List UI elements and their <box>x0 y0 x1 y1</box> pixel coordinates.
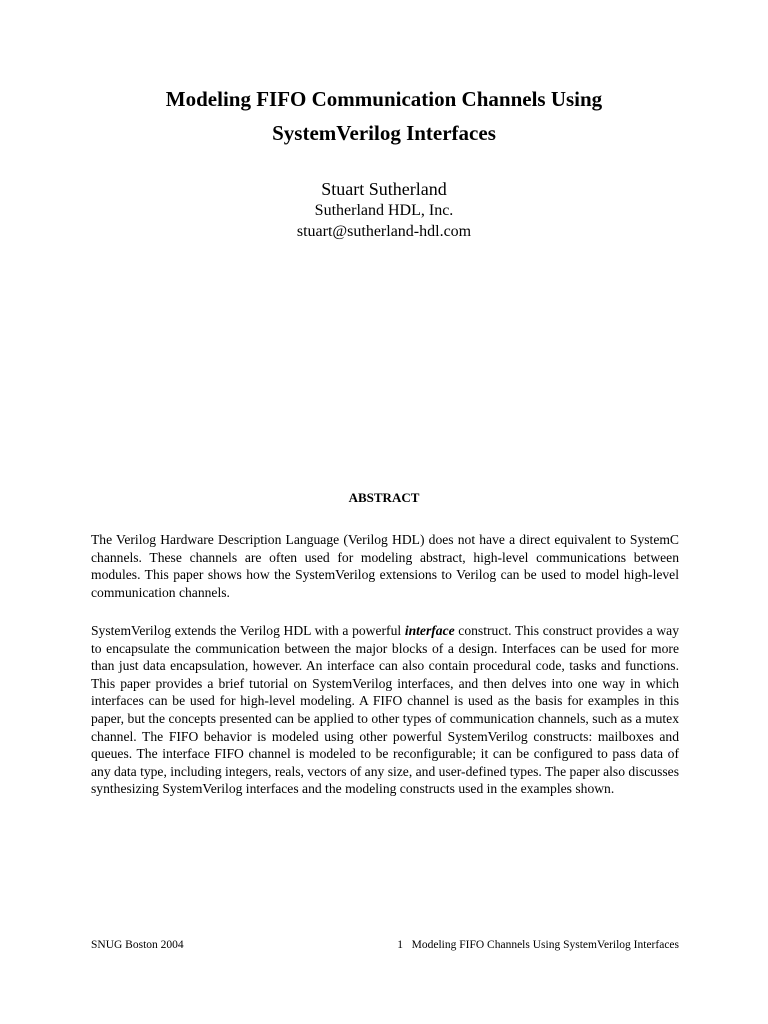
footer-running-title: Modeling FIFO Channels Using SystemVerilog Interfaces <box>411 939 679 951</box>
paragraph-2-text-end: construct. This construct provides a way to encapsulate the communication between the major blocks of a design. Interfaces can be used for more than just data encapsulation, however. An interface can also contain procedural code, tasks and functions. This paper provides a brief tutorial on SystemVerilog interfaces, and then delves into one way in which interfaces can be used for high-level modeling. A FIFO channel is used as the basis for examples in this paper, but the concepts presented can be applied to other types of communication channels, such as a mutex channel. The FIFO behavior is modeled using other powerful SystemVerilog constructs: mailboxes and queues. The interface FIFO channel is modeled to be reconfigurable; it can be configured to pass data of any data type, including integers, reals, vectors of any size, and user-defined types. The paper also discusses synthesizing SystemVerilog interfaces and the modeling constructs used in the examples shown. <box>91 623 679 797</box>
interface-keyword-emphasis: interface <box>404 623 455 638</box>
paper-title <box>0 82 768 150</box>
author-email: stuart@sutherland-hdl.com <box>296 223 472 240</box>
abstract-paragraph-2 <box>91 622 679 798</box>
abstract-heading: ABSTRACT <box>348 490 420 505</box>
author-affiliation: Sutherland HDL, Inc. <box>314 202 454 219</box>
author-block <box>0 178 768 242</box>
paragraph-2-text-start: SystemVerilog extends the Verilog HDL with a powerful <box>91 623 405 638</box>
abstract-paragraph-1: The Verilog Hardware Description Language (Verilog HDL) does not have a direct equivalent to SystemC channels. These channels are often used for modeling abstract, high-level communications between modules. This paper shows how the SystemVerilog extensions to Verilog can be used to model high-level communication channels. <box>91 532 679 600</box>
footer-page-info <box>397 938 679 952</box>
title-line-1: Modeling FIFO Communication Channels Using <box>165 87 603 111</box>
title-line-2: SystemVerilog Interfaces <box>272 121 496 145</box>
footer-conference: SNUG Boston 2004 <box>91 939 184 951</box>
page-number: 1 <box>397 939 404 951</box>
author-name: Stuart Sutherland <box>321 179 447 199</box>
